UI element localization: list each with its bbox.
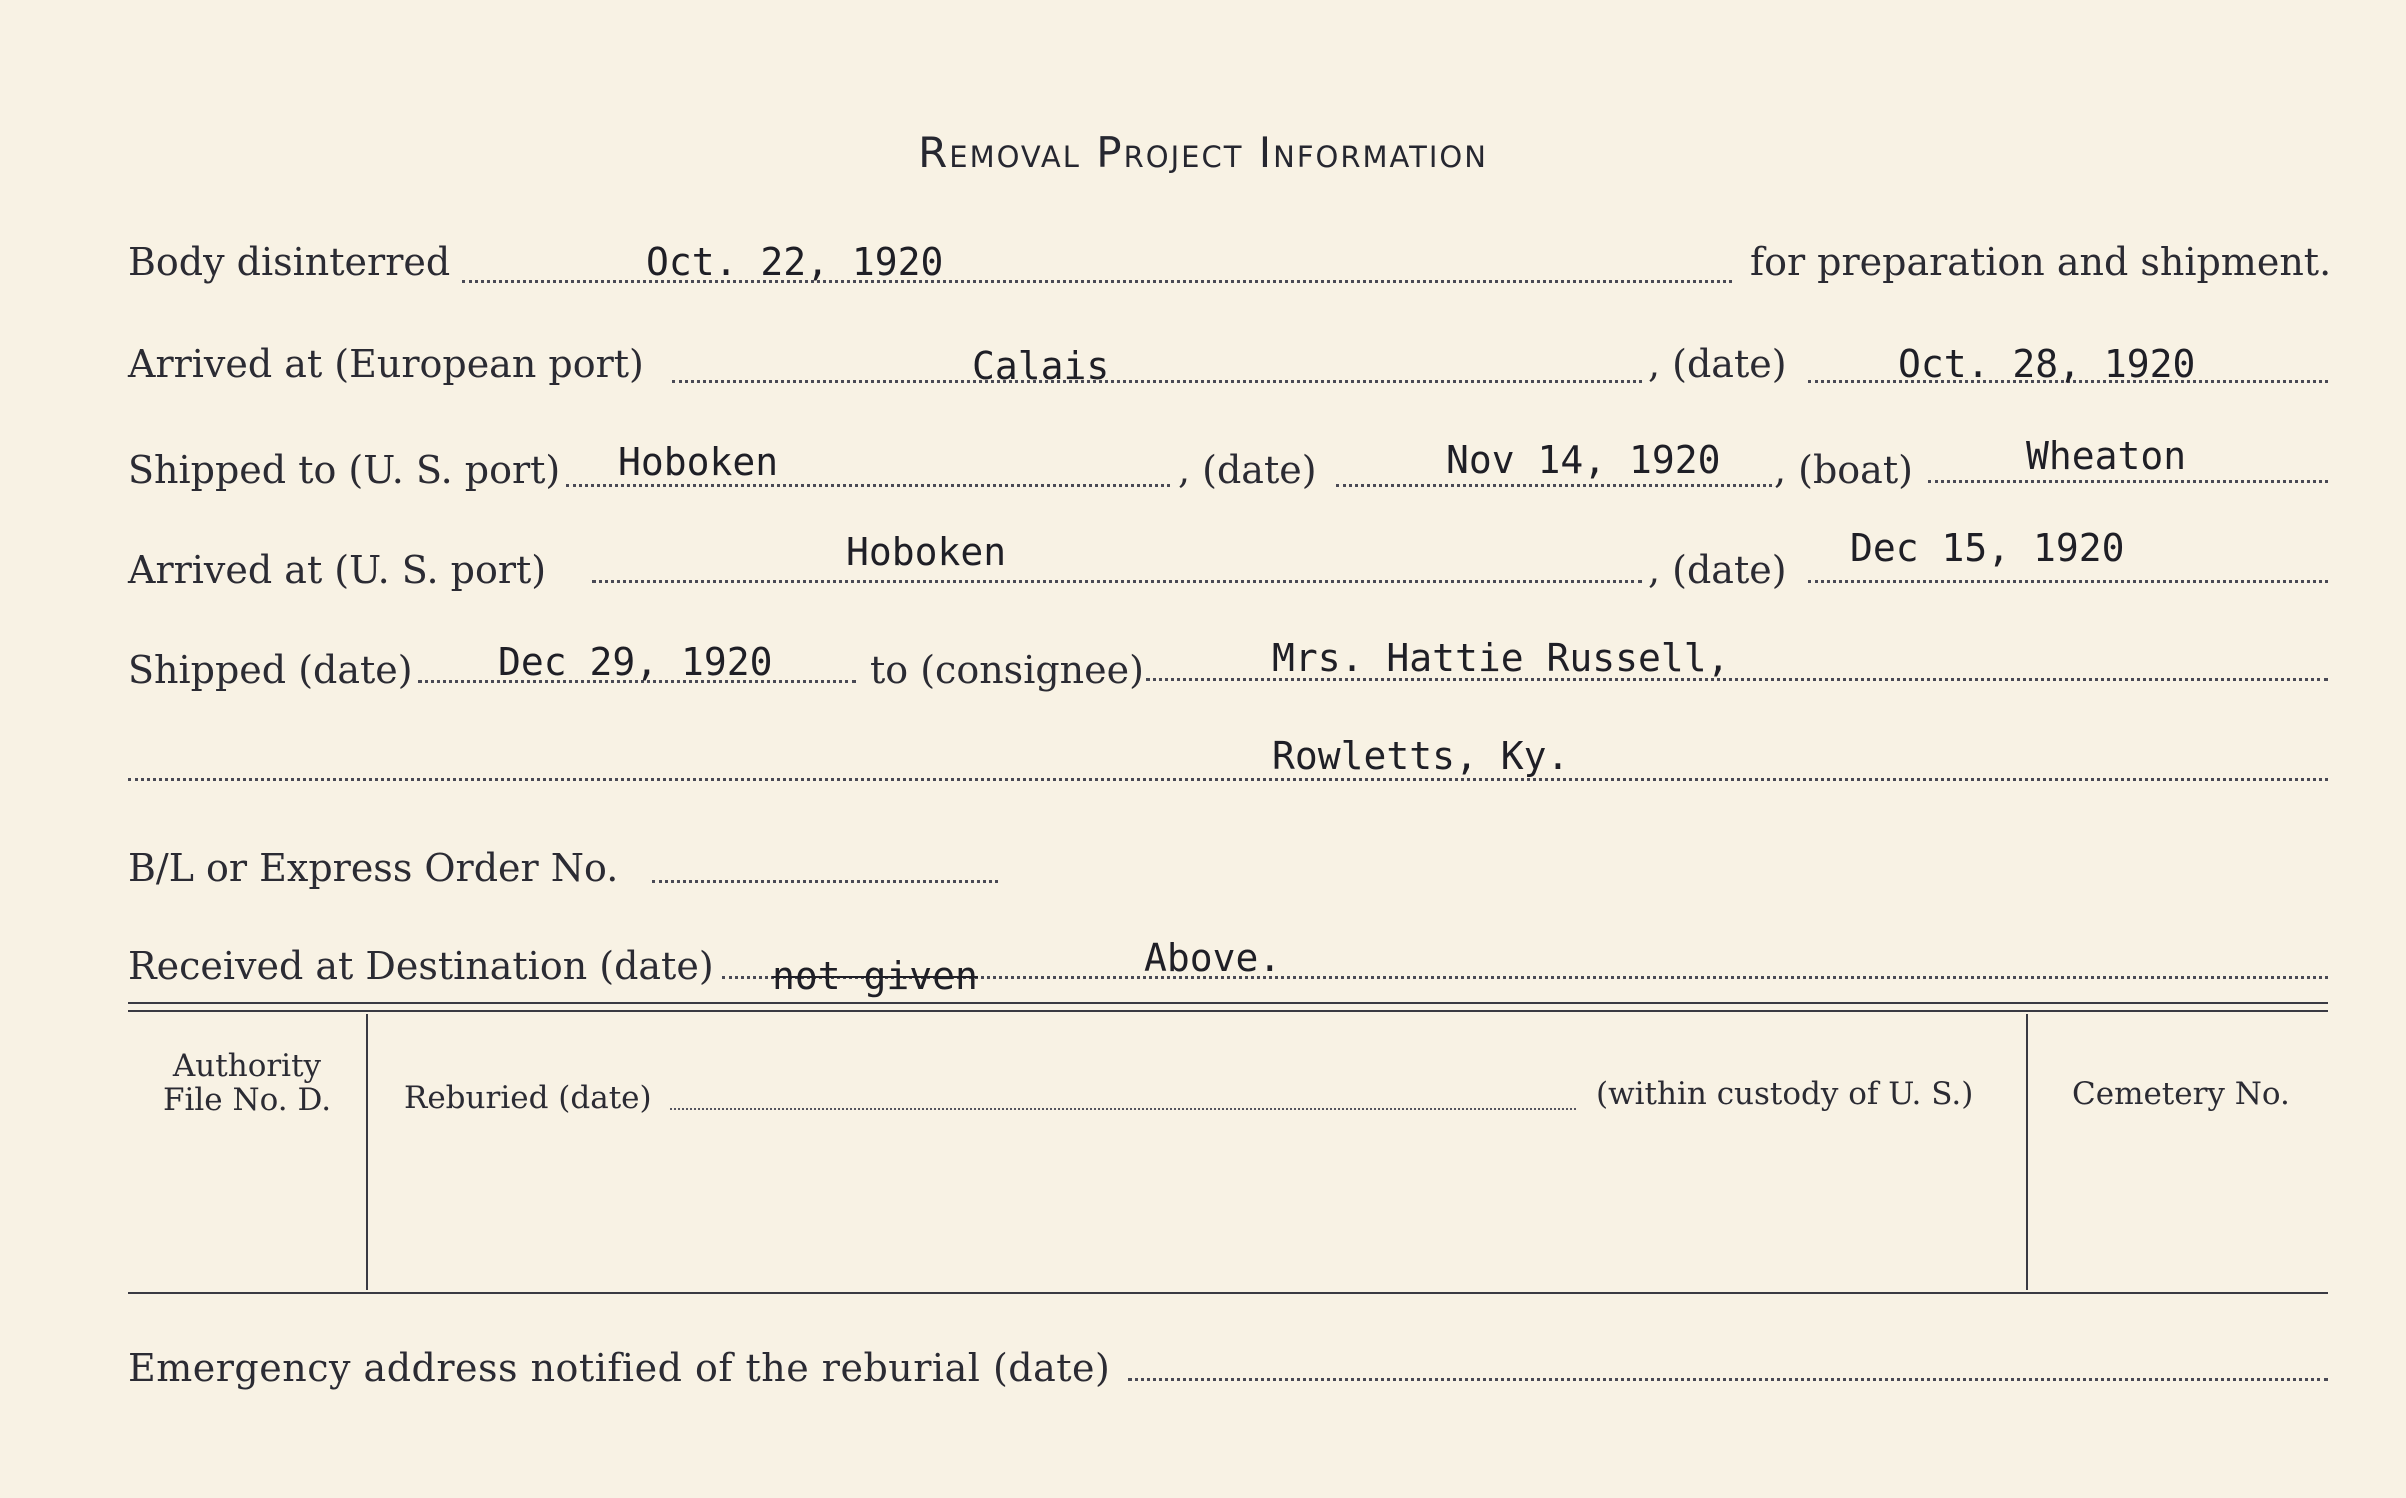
table-divider-right (2026, 1014, 2028, 1290)
arrived-european-date: Oct. 28, 1920 (1898, 342, 2196, 386)
shipped-us-label: Shipped to (U. S. port) (128, 448, 561, 492)
arrived-us-date-line (1808, 580, 2328, 583)
authority-label-2: File No. D. (162, 1082, 332, 1118)
disinterred-value: Oct. 22, 1920 (646, 240, 944, 284)
arrived-us-port: Hoboken (846, 530, 1007, 574)
emergency-label: Emergency address notified of the reburial (date) (128, 1346, 1111, 1390)
consignee-label: to (consignee) (870, 648, 1144, 692)
shipped-us-date-line (1336, 484, 1772, 487)
bl-label: B/L or Express Order No. (128, 846, 619, 890)
disinterred-suffix: for preparation and shipment. (1750, 240, 2332, 284)
custody-label: (within custody of U. S.) (1596, 1076, 1974, 1112)
bl-line (652, 880, 998, 883)
received-label: Received at Destination (date) (128, 944, 714, 988)
disinterred-label: Body disinterred (128, 240, 451, 284)
shipped-us-date: Nov 14, 1920 (1446, 438, 1721, 482)
table-divider-left (366, 1014, 368, 1290)
shipped-us-date-label: , (date) (1178, 448, 1317, 492)
consignee-name: Mrs. Hattie Russell, (1272, 636, 1730, 680)
arrived-european-date-label: , (date) (1648, 342, 1787, 386)
arrived-us-port-line (592, 580, 1642, 583)
table-bottom-rule (128, 1292, 2328, 1294)
emergency-line (1128, 1378, 2328, 1381)
shipped-date: Dec 29, 1920 (498, 640, 773, 684)
reburied-label: Reburied (date) (404, 1080, 652, 1116)
shipped-us-boat-line (1928, 480, 2328, 483)
shipped-us-port-line (566, 484, 1170, 487)
received-note: Above. (1144, 936, 1282, 980)
address-line (128, 778, 2328, 781)
received-value: not given (772, 954, 978, 998)
arrived-us-date-label: , (date) (1648, 548, 1787, 592)
arrived-european-port-line (672, 380, 1642, 383)
table-top-rule-1 (128, 1002, 2328, 1004)
shipped-date-label: Shipped (date) (128, 648, 413, 692)
authority-label-1: Authority (172, 1048, 322, 1084)
arrived-us-label: Arrived at (U. S. port) (128, 548, 547, 592)
arrived-european-port: Calais (972, 344, 1110, 388)
shipped-us-port: Hoboken (618, 440, 779, 484)
shipped-us-boat-label: , (boat) (1774, 448, 1913, 492)
reburied-line (670, 1108, 1576, 1110)
card-title: Removal Project Information (918, 128, 1488, 177)
arrived-us-date: Dec 15, 1920 (1850, 526, 2125, 570)
consignee-address: Rowletts, Ky. (1272, 734, 1570, 778)
cemetery-label: Cemetery No. (2072, 1076, 2290, 1112)
arrived-european-label: Arrived at (European port) (128, 342, 644, 386)
table-top-rule-2 (128, 1010, 2328, 1012)
shipped-us-boat: Wheaton (2026, 434, 2187, 478)
